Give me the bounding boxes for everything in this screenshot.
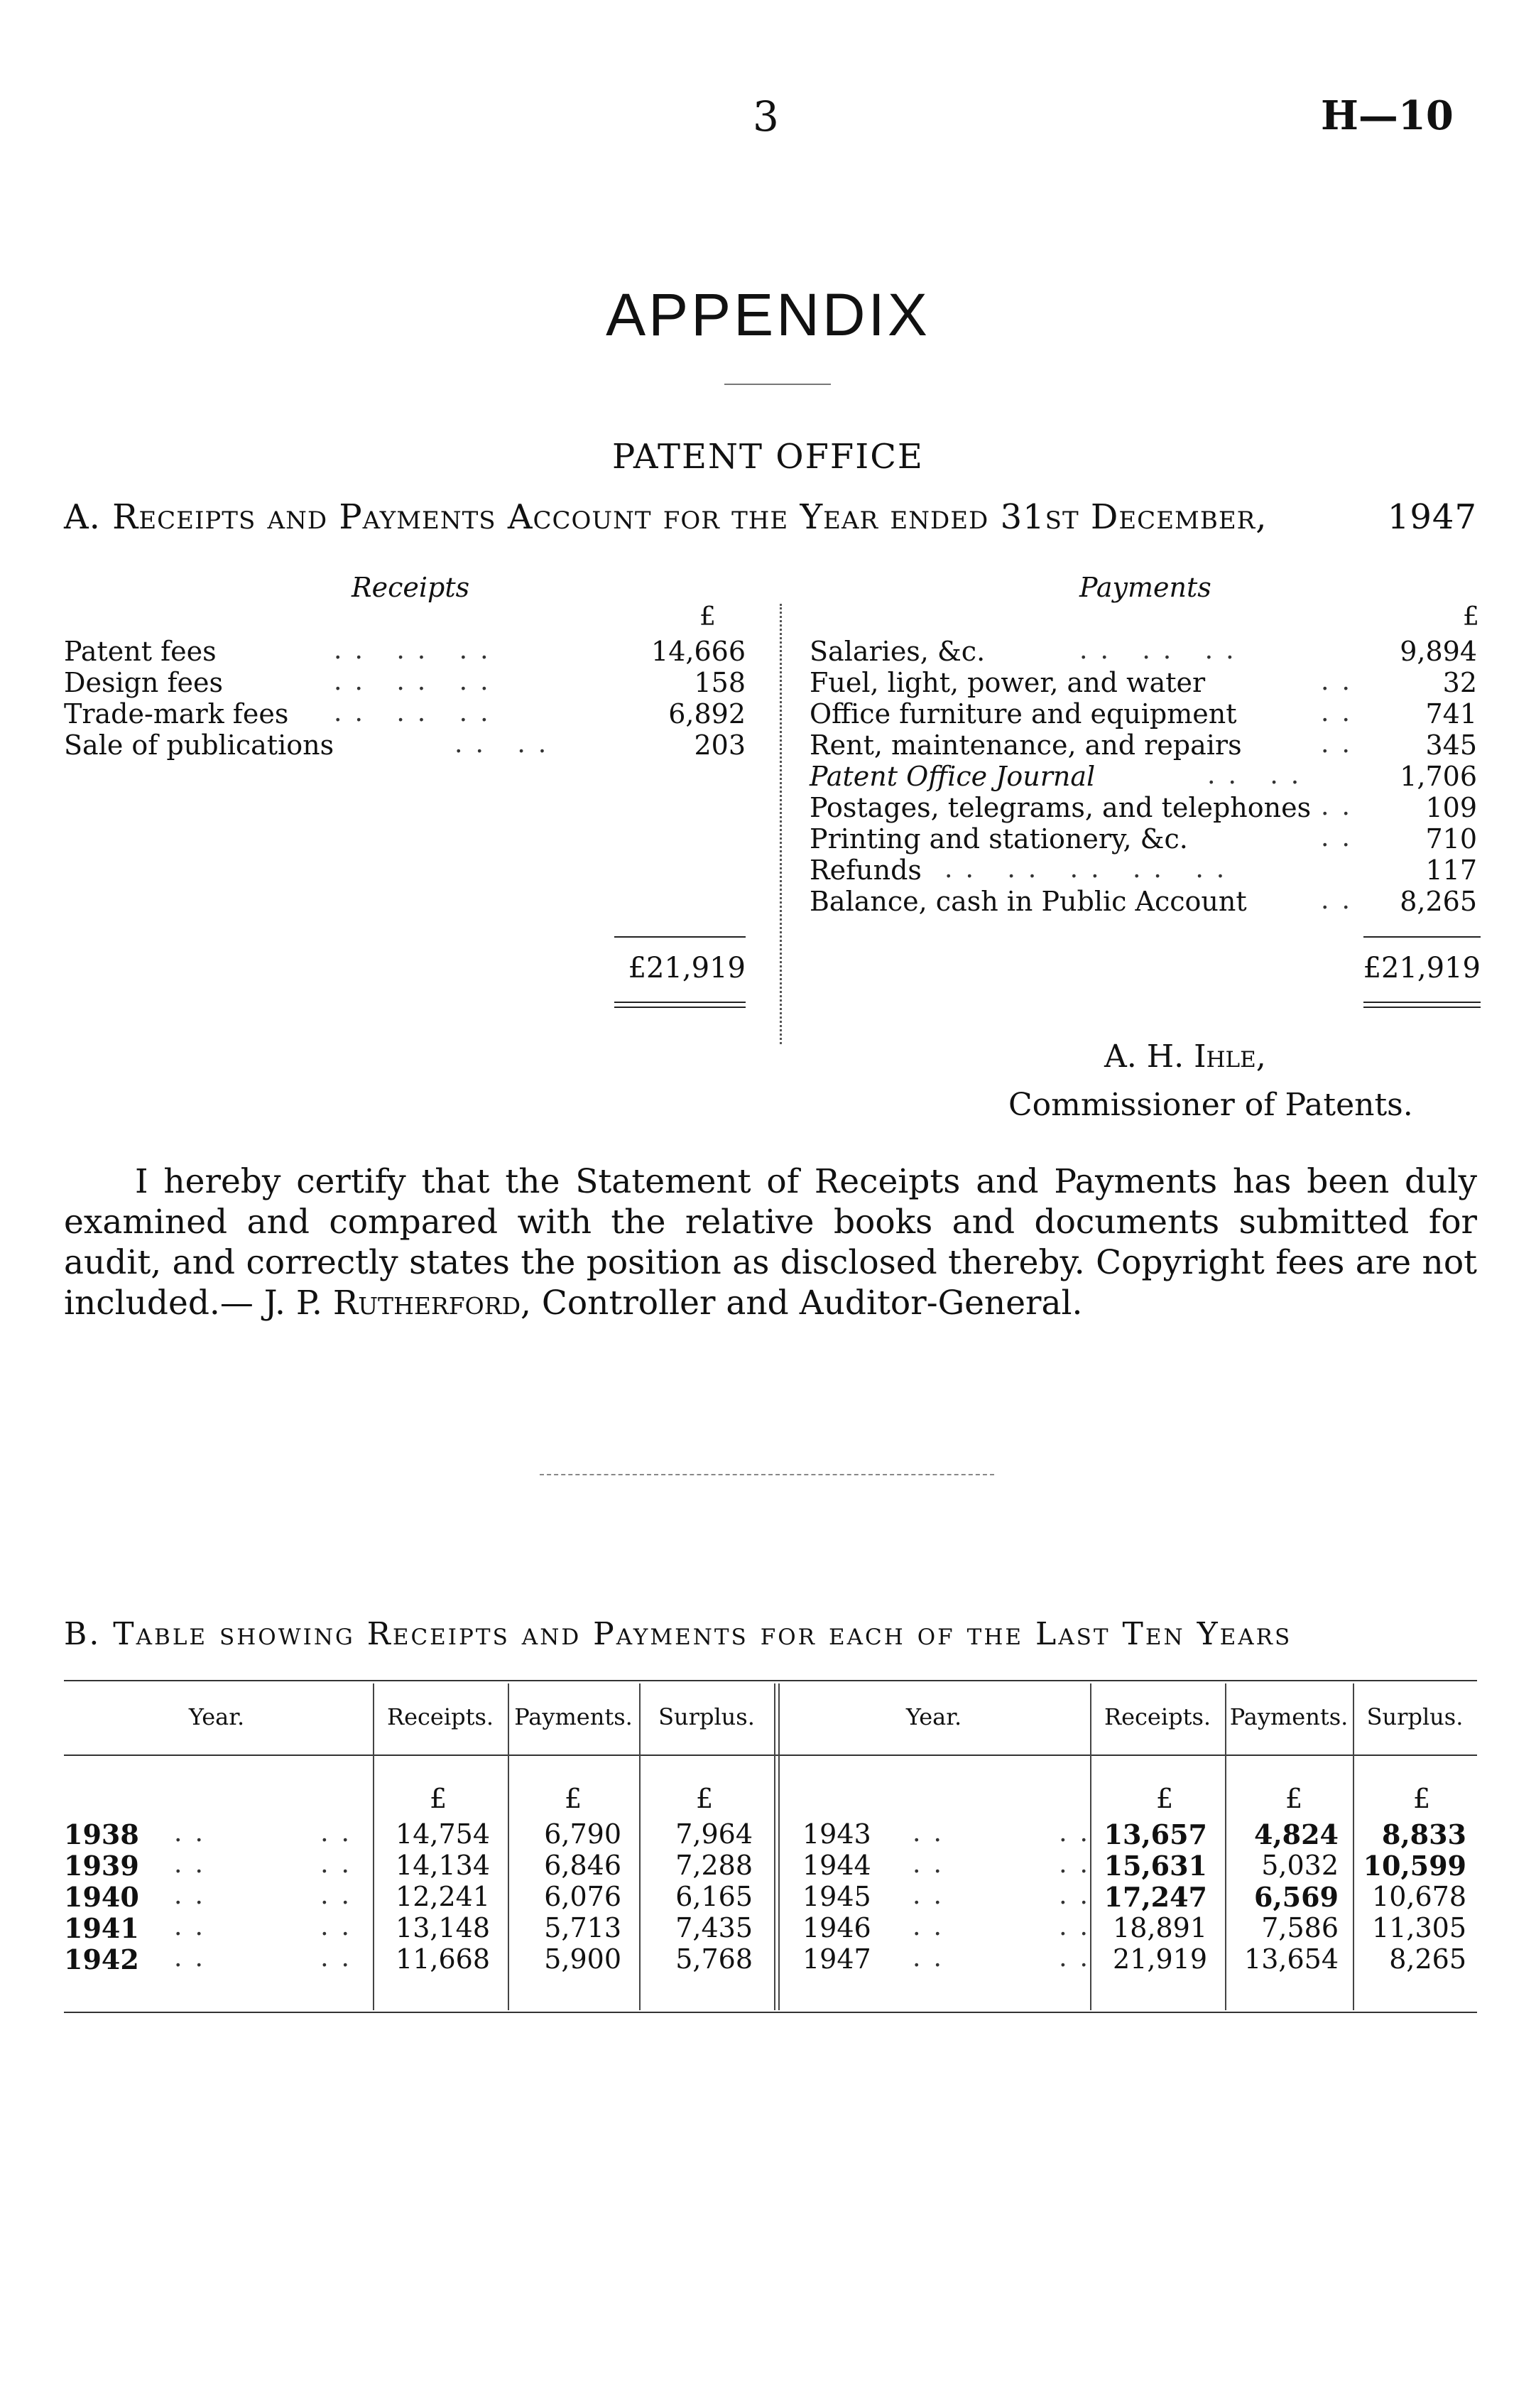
page-title: APPENDIX [606, 281, 930, 348]
payment-value: 9,894 [1400, 636, 1477, 667]
page-number: 3 [753, 92, 779, 141]
table-cell-payments: 6,846 [544, 1850, 621, 1881]
leader-dots: .. .. [174, 1850, 362, 1879]
leader-dots: .. [1321, 730, 1363, 759]
certificate-text: I hereby certify that the Statement of Receipts and Payments has been duly examined and compared with the relative books and documents submitted for audit, and correctly states the position as disclosed thereby. Copyright fees are not included.— J. P. [64, 1162, 1477, 1323]
leader-dots: .. .. [913, 1881, 1101, 1910]
currency-symbol: £ [565, 1783, 582, 1814]
office-title: PATENT OFFICE [612, 437, 924, 477]
col-header-surplus: Surplus. [1366, 1703, 1464, 1730]
col-divider [774, 1683, 775, 2010]
payment-label: Printing and stationery, &c. [810, 823, 1188, 855]
leader-dots: .. .. [913, 1850, 1101, 1879]
table-cell-receipts: 21,919 [1113, 1943, 1207, 1975]
table-cell-receipts: 13,148 [396, 1912, 490, 1943]
table-header-rule [64, 1755, 1477, 1756]
payment-value: 710 [1425, 823, 1477, 855]
table-bottom-rule [64, 2012, 1477, 2013]
leader-dots: .. .. [913, 1818, 1101, 1848]
table-row-year: 1940 [64, 1881, 139, 1913]
receipt-label: Design fees [64, 667, 224, 698]
payment-value: 345 [1425, 730, 1477, 761]
receipts-double-rule-1 [614, 1002, 746, 1003]
table-row-year: 1947 [802, 1943, 871, 1975]
table-cell-payments: 13,654 [1244, 1943, 1339, 1975]
auditor-title: , Controller and Auditor-General. [521, 1284, 1083, 1323]
receipts-total-rule [614, 936, 746, 938]
table-cell-receipts: 14,754 [396, 1818, 490, 1850]
table-cell-surplus: 7,435 [675, 1912, 753, 1943]
payment-value: 1,706 [1400, 761, 1477, 792]
payment-value: 8,265 [1400, 886, 1477, 917]
table-cell-payments: 7,586 [1261, 1912, 1339, 1943]
leader-dots: .. .. [913, 1943, 1101, 1973]
title-rule [724, 384, 831, 385]
table-cell-receipts: 15,631 [1104, 1850, 1207, 1882]
receipts-currency: £ [699, 602, 716, 631]
table-row-year: 1946 [802, 1912, 871, 1943]
document-reference: H—10 [1321, 92, 1454, 139]
receipts-heading: Receipts [352, 572, 470, 603]
leader-dots: .. .. .. [334, 698, 501, 727]
currency-symbol: £ [1156, 1783, 1174, 1814]
leader-dots: .. .. [174, 1881, 362, 1910]
table-cell-surplus: 8,265 [1389, 1943, 1466, 1975]
auditor-name: Rutherford [332, 1284, 521, 1323]
table-cell-receipts: 18,891 [1113, 1912, 1207, 1943]
leader-dots: .. [1321, 886, 1363, 915]
signatory-title: Commissioner of Patents. [1008, 1087, 1413, 1123]
payment-label: Rent, maintenance, and repairs [810, 730, 1242, 761]
payments-currency: £ [1463, 602, 1479, 631]
col-header-surplus: Surplus. [658, 1703, 755, 1730]
payment-label: Balance, cash in Public Account [810, 886, 1247, 917]
table-cell-payments: 6,076 [544, 1881, 621, 1912]
audit-certificate [64, 1161, 1477, 1323]
leader-dots: .. .. [174, 1943, 362, 1973]
leader-dots: .. [1321, 667, 1363, 696]
currency-symbol: £ [1413, 1783, 1431, 1814]
table-cell-surplus: 5,768 [675, 1943, 753, 1975]
col-header-receipts: Receipts. [386, 1703, 494, 1730]
payment-label: Office furniture and equipment [810, 698, 1237, 730]
payment-value: 109 [1425, 792, 1477, 823]
table-cell-surplus: 10,678 [1372, 1881, 1466, 1912]
table-cell-surplus: 7,964 [675, 1818, 753, 1850]
payments-heading: Payments [1079, 572, 1211, 603]
table-cell-surplus: 8,833 [1382, 1818, 1466, 1850]
table-row-year: 1942 [64, 1943, 139, 1975]
currency-symbol: £ [1285, 1783, 1303, 1814]
leader-dots: .. [1321, 823, 1363, 852]
table-row-year: 1943 [802, 1818, 871, 1850]
receipt-value: 6,892 [668, 698, 746, 730]
table-cell-surplus: 11,305 [1372, 1912, 1466, 1943]
leader-dots: .. [1321, 792, 1363, 821]
payment-label: Patent Office Journal [810, 761, 1096, 792]
table-cell-payments: 6,790 [544, 1818, 621, 1850]
column-divider [780, 604, 782, 1044]
col-header-payments: Payments. [514, 1703, 633, 1730]
table-cell-receipts: 12,241 [396, 1881, 490, 1912]
payment-value: 741 [1425, 698, 1477, 730]
table-cell-payments: 5,713 [544, 1912, 621, 1943]
receipt-label: Trade-mark fees [64, 698, 289, 730]
receipt-value: 14,666 [651, 636, 746, 667]
table-row-year: 1938 [64, 1818, 139, 1850]
payments-double-rule-1 [1363, 1002, 1481, 1003]
col-header-receipts: Receipts. [1104, 1703, 1211, 1730]
payment-label: Postages, telegrams, and telephones [810, 792, 1312, 823]
table-cell-receipts: 14,134 [396, 1850, 490, 1881]
col-header-year: Year. [905, 1703, 962, 1730]
table-cell-receipts: 13,657 [1104, 1818, 1207, 1850]
leader-dots: .. .. [913, 1912, 1101, 1941]
signatory-name [1104, 1038, 1266, 1075]
leader-dots: .. .. [1207, 761, 1312, 790]
payment-label: Fuel, light, power, and water [810, 667, 1206, 698]
payment-value: 32 [1442, 667, 1477, 698]
leader-dots: .. .. .. [334, 636, 501, 665]
table-cell-payments: 5,900 [544, 1943, 621, 1975]
section-a-heading-text: A. Receipts and Payments Account for the Year ended 31st December, [64, 497, 1268, 537]
receipts-total: £21,919 [628, 952, 746, 985]
section-b-heading: B. Table showing Receipts and Payments for each of the Last Ten Years [64, 1616, 1292, 1652]
table-row-year: 1941 [64, 1912, 139, 1944]
currency-symbol: £ [430, 1783, 447, 1814]
table-top-rule [64, 1680, 1477, 1681]
receipt-value: 158 [694, 667, 746, 698]
payment-label: Refunds [810, 855, 922, 886]
table-cell-payments: 6,569 [1254, 1881, 1339, 1913]
leader-dots: .. [1321, 698, 1363, 727]
table-cell-receipts: 11,668 [396, 1943, 490, 1975]
col-header-year: Year. [188, 1703, 245, 1730]
leader-dots: .. .. [454, 730, 560, 759]
receipts-double-rule-2 [614, 1007, 746, 1008]
payments-total: £21,919 [1363, 952, 1481, 985]
section-divider [540, 1474, 994, 1475]
leader-dots: .. .. [174, 1818, 362, 1848]
table-cell-payments: 5,032 [1261, 1850, 1339, 1881]
leader-dots: .. .. .. [1079, 636, 1247, 665]
table-cell-surplus: 6,165 [675, 1881, 753, 1912]
section-a-year: 1947 [1387, 497, 1477, 537]
col-divider [778, 1683, 780, 2010]
section-a-heading [64, 497, 1477, 537]
leader-dots: .. .. .. .. .. [944, 855, 1238, 884]
table-row-year: 1939 [64, 1850, 139, 1882]
receipt-label: Sale of publications [64, 730, 334, 761]
table-row-year: 1944 [802, 1850, 871, 1881]
payments-double-rule-2 [1363, 1007, 1481, 1008]
receipt-label: Patent fees [64, 636, 217, 667]
payment-value: 117 [1425, 855, 1477, 886]
leader-dots: .. .. .. [334, 667, 501, 696]
signatory-name-text: A. H. Ihle, [1104, 1038, 1266, 1075]
table-row-year: 1945 [802, 1881, 871, 1912]
payment-label: Salaries, &c. [810, 636, 986, 667]
payments-total-rule [1363, 936, 1481, 938]
table-cell-receipts: 17,247 [1104, 1881, 1207, 1913]
col-header-payments: Payments. [1229, 1703, 1349, 1730]
table-cell-payments: 4,824 [1254, 1818, 1339, 1850]
table-cell-surplus: 10,599 [1363, 1850, 1466, 1882]
table-cell-surplus: 7,288 [675, 1850, 753, 1881]
leader-dots: .. .. [174, 1912, 362, 1941]
currency-symbol: £ [696, 1783, 714, 1814]
receipt-value: 203 [694, 730, 746, 761]
